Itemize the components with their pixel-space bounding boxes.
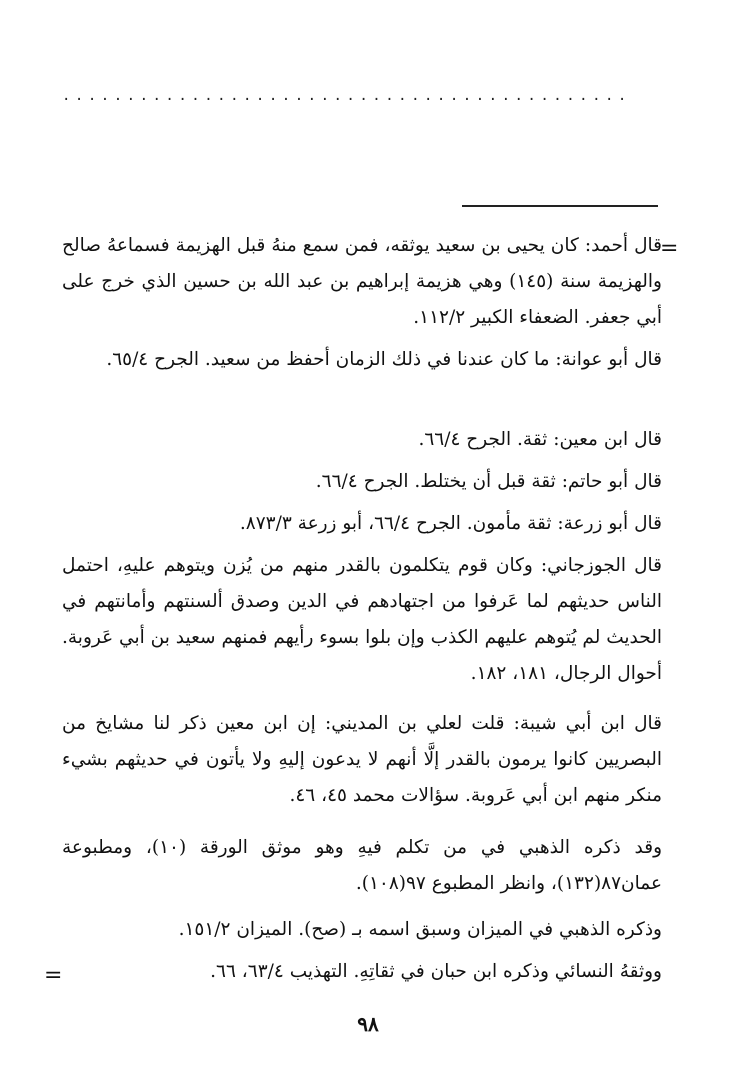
paragraph-text: قال ابن أبي شيبة: قلت لعلي بن المديني: إن ابن معين ذكر لنا مشايخ من البصريين كانوا يرمون بالقدر إلَّا أنهم لا يدعون إليهِ ولا يأتون في حديثهم بشيء منكر منهم ابن أبي عَروبة. سؤالات محمد ٤٥، ٤٦. xyxy=(62,713,662,806)
paragraph-text: قال أحمد: كان يحيى بن سعيد يوثقه، فمن سمع منهُ قبل الهزيمة فسماعهُ صالح والهزيمة سنة (١٤٥) وهي هزيمة إبراهيم بن عبد الله بن حسين الذي خرج على أبي جعفر. الضعفاء الكبير ١١٢/٢. xyxy=(62,235,662,328)
paragraph-ibn-abi-shayba xyxy=(62,706,662,814)
paragraph-nasai xyxy=(62,954,662,990)
continuation-mark-bottom: = xyxy=(44,963,63,988)
paragraph-text: قال ابن معين: ثقة. الجرح ٦٦/٤. xyxy=(418,429,662,450)
paragraph-text: وقد ذكره الذهبي في من تكلم فيهِ وهو موثق الورقة (١٠)، ومطبوعة عمان٨٧(١٣٢)، وانظر المطبوع ٩٧(١٠٨). xyxy=(62,837,662,894)
paragraph-text: قال أبو عوانة: ما كان عندنا في ذلك الزمان أحفظ من سعيد. الجرح ٦٥/٤. xyxy=(106,349,662,370)
footnote-separator-rule xyxy=(462,205,658,207)
paragraph-text: قال الجوزجاني: وكان قوم يتكلمون بالقدر منهم من يُزن ويتوهم عليهِ، احتمل الناس حديثهم لما عَرفوا من اجتهادهم في الدين وصدق ألسنتهم وأمانتهم في الحديث لم يُتوهم عليهم الكذب وإن بلوا بسوء رأيهم فمنهم سعيد بن أبي عَروبة. أحوال الرجال، ١٨١، ١٨٢. xyxy=(62,555,662,684)
paragraph-juzjani xyxy=(62,548,662,692)
paragraph-abu-zura xyxy=(62,506,662,542)
paragraph-ahmad xyxy=(62,228,662,336)
paragraph-text: ووثقهُ النسائي وذكره ابن حبان في ثقاتِهِ. التهذيب ٦٣/٤، ٦٦. xyxy=(210,961,662,982)
paragraph-abu-hatim xyxy=(62,464,662,500)
paragraph-ibn-main xyxy=(62,422,662,458)
paragraph-abu-awana xyxy=(62,342,662,378)
paragraph-text: قال أبو حاتم: ثقة قبل أن يختلط. الجرح ٦٦/٤. xyxy=(315,471,662,492)
paragraph-mizan xyxy=(62,912,662,948)
header-dotted-line: ............................................ xyxy=(62,88,631,104)
page-number: ٩٨ xyxy=(357,1012,379,1036)
paragraph-text: وذكره الذهبي في الميزان وسبق اسمه بـ (صح). الميزان ١٥١/٢. xyxy=(178,919,662,940)
paragraph-dhahabi xyxy=(62,830,662,902)
paragraph-text: قال أبو زرعة: ثقة مأمون. الجرح ٦٦/٤، أبو زرعة ٨٧٣/٣. xyxy=(239,513,662,534)
continuation-mark-top: = xyxy=(660,236,679,261)
